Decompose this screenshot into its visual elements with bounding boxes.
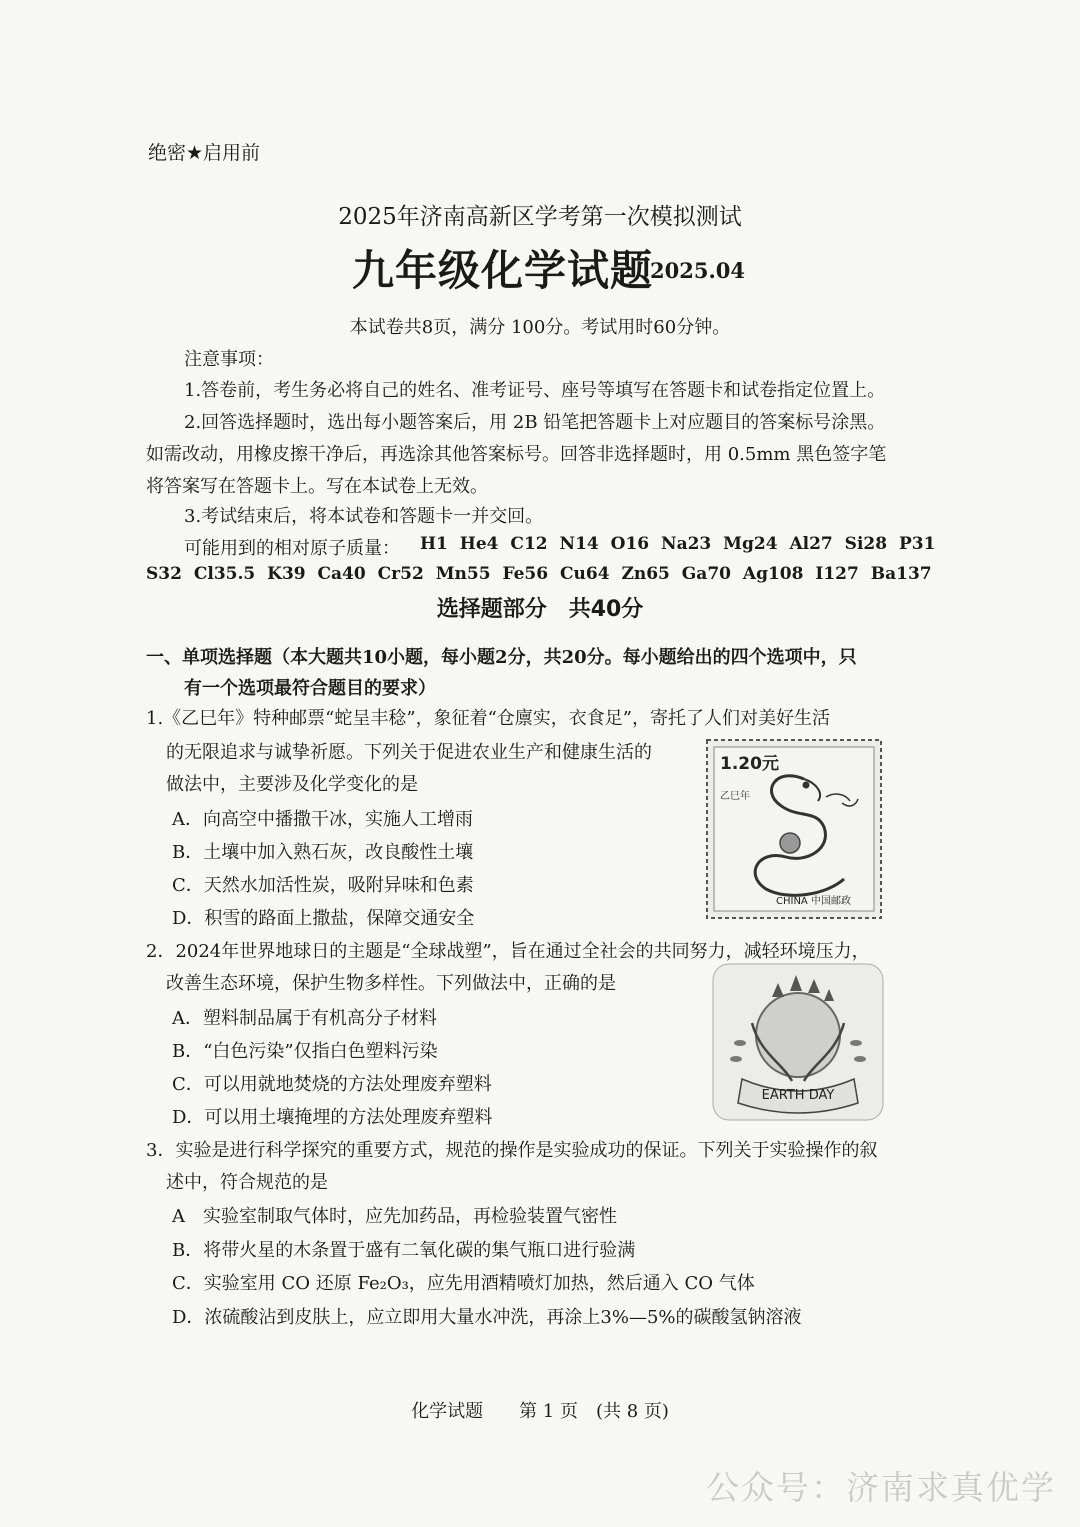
question-1-option-c: C．天然水加活性炭，吸附异味和色素 xyxy=(172,875,474,896)
note-3: 3.考试结束后，将本试卷和答题卡一并交回。 xyxy=(184,506,544,527)
question-3-stem-2: 述中，符合规范的是 xyxy=(166,1172,328,1193)
question-2-option-c: C．可以用就地焚烧的方法处理废弃塑料 xyxy=(172,1074,492,1095)
exam-intro: 本试卷共8页，满分 100分。考试用时60分钟。 xyxy=(349,317,731,338)
note-2-cont: 如需改动，用橡皮擦干净后，再选涂其他答案标号。回答非选择题时，用 0.5mm 黑色签字笔 xyxy=(146,444,887,465)
atomic-mass-label: 可能用到的相对原子质量： xyxy=(184,538,400,559)
part-1-instructions-cont: 有一个选项最符合题目的要求） xyxy=(184,678,436,699)
page-footer: 化学试题 第 1 页 (共 8 页) xyxy=(411,1401,669,1422)
question-3-option-b: B．将带火星的木条置于盛有二氧化碳的集气瓶口进行验满 xyxy=(172,1240,636,1261)
question-2-option-a: A．塑料制品属于有机高分子材料 xyxy=(172,1008,437,1029)
earth-day-banner: EARTH DAY xyxy=(761,1088,835,1103)
question-3-option-a: A 实验室制取气体时，应先加药品，再检验装置气密性 xyxy=(172,1206,617,1227)
exam-date: 2025.04 xyxy=(650,258,745,283)
exam-subtitle: 2025年济南高新区学考第一次模拟测试 xyxy=(338,204,742,230)
question-1-option-b: B．土壤中加入熟石灰，改良酸性土壤 xyxy=(172,842,474,863)
question-2-option-d: D．可以用土壤掩埋的方法处理废弃塑料 xyxy=(172,1107,493,1128)
earth-day-image xyxy=(712,963,884,1121)
stamp-value: 1.20元 xyxy=(720,754,779,774)
question-2-option-b: B．“白色污染”仅指白色塑料污染 xyxy=(172,1041,438,1062)
question-3-option-d: D．浓硫酸沾到皮肤上，应立即用大量水冲洗，再涂上3%—5%的碳酸氢钠溶液 xyxy=(172,1307,802,1328)
question-2-stem: 2．2024年世界地球日的主题是“全球战塑”，旨在通过全社会的共同努力，减轻环境压力， xyxy=(146,941,870,962)
notes-heading: 注意事项： xyxy=(184,349,274,370)
question-2-stem-2: 改善生态环境，保护生物多样性。下列做法中，正确的是 xyxy=(166,973,616,994)
question-1-option-a: A．向高空中播撒干冰，实施人工增雨 xyxy=(172,809,473,830)
question-1-stem-2: 的无限追求与诚挚祈愿。下列关于促进农业生产和健康生活的 xyxy=(166,742,652,763)
atomic-mass-line-1: H1 He4 C12 N14 O16 Na23 Mg24 Al27 Si28 P31 xyxy=(420,534,936,554)
question-3-option-c: C．实验室用 CO 还原 Fe₂O₃，应先用酒精喷灯加热，然后通入 CO 气体 xyxy=(172,1273,755,1294)
stamp-name: 乙巳年 xyxy=(720,791,750,802)
section-title: 选择题部分 共40分 xyxy=(436,597,644,622)
exam-title: 九年级化学试题 xyxy=(352,246,654,295)
atomic-mass-line-2: S32 Cl35.5 K39 Ca40 Cr52 Mn55 Fe56 Cu64 Zn65 Ga70 Ag108 I127 Ba137 xyxy=(146,564,932,584)
question-1-stem: 1.《乙巳年》特种邮票“蛇呈丰稔”，象征着“仓廪实，衣食足”，寄托了人们对美好生活 xyxy=(146,708,830,729)
globe-icon xyxy=(756,993,840,1077)
watermark: 公众号：济南求真优学 xyxy=(706,1468,1056,1507)
note-2: 2.回答选择题时，选出每小题答案后，用 2B 铅笔把答题卡上对应题目的答案标号涂黑。 xyxy=(184,412,886,433)
snake-stamp-image xyxy=(706,739,882,919)
question-3-stem: 3．实验是进行科学探究的重要方式，规范的操作是实验成功的保证。下列关于实验操作的叙 xyxy=(146,1140,878,1161)
note-2-end: 将答案写在答题卡上。写在本试卷上无效。 xyxy=(146,476,488,497)
note-1: 1.答卷前，考生务必将自己的姓名、准考证号、座号等填写在答题卡和试卷指定位置上。 xyxy=(184,380,886,401)
confidential-label: 绝密★启用前 xyxy=(148,142,261,164)
question-1-option-d: D．积雪的路面上撒盐，保障交通安全 xyxy=(172,908,475,929)
stamp-country: CHINA 中国邮政 xyxy=(776,896,851,907)
part-1-instructions: 一、单项选择题（本大题共10小题，每小题2分，共20分。每小题给出的四个选项中，只 xyxy=(146,647,857,668)
question-1-stem-3: 做法中，主要涉及化学变化的是 xyxy=(166,774,418,795)
